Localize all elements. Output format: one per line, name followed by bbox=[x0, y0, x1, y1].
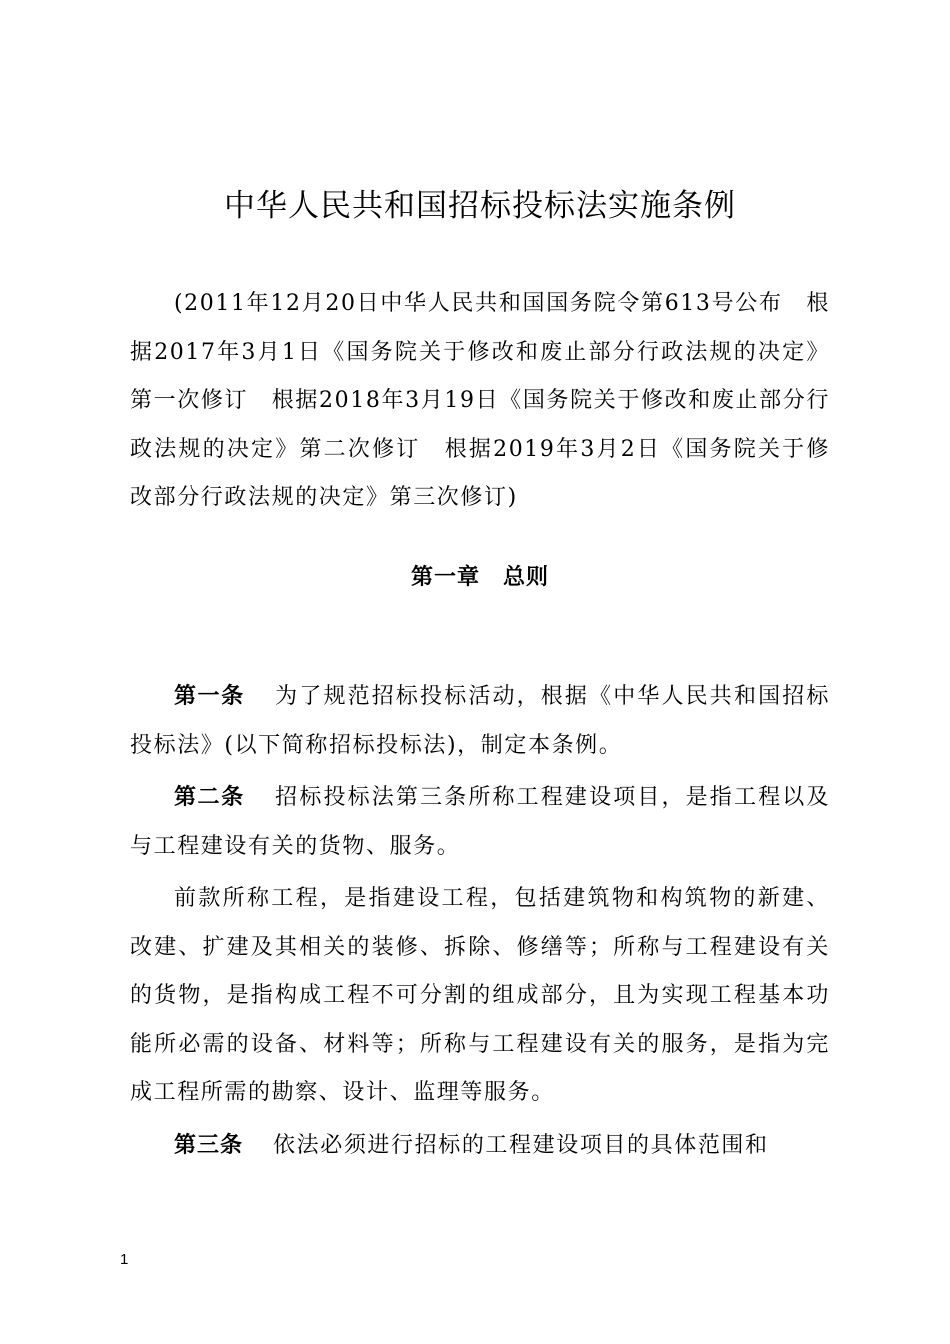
article-label: 第二条 bbox=[174, 785, 245, 810]
article-label: 第三条 bbox=[174, 1132, 244, 1158]
page-number: 1 bbox=[120, 1251, 129, 1268]
document-title: 中华人民共和国招标投标法实施条例 bbox=[224, 188, 736, 224]
article-paragraph bbox=[130, 875, 830, 1118]
revision-history-text: (2011年12月20日中华人民共和国国务院令第613号公布 根据2017年3月1日《国务院关于修改和废止部分行政法规的决定》第一次修订 根据2018年3月19日《国务院关于修改和废止部分行政法规的决定》第二次修订 根据2019年3月2日《国务院关于修改部分行政法规的决定》第三次修订) bbox=[130, 291, 830, 510]
revision-history bbox=[130, 280, 830, 523]
article-label: 第一条 bbox=[174, 684, 245, 709]
article-text: 招标投标法第三条所称工程建设项目，是指工程以及与工程建设有关的货物、服务。 bbox=[130, 785, 830, 859]
article-paragraph bbox=[130, 1122, 830, 1171]
article-paragraph bbox=[130, 673, 830, 770]
article-list bbox=[130, 673, 830, 1174]
chapter-heading: 第一章 总则 bbox=[410, 565, 549, 590]
article-paragraph bbox=[130, 774, 830, 871]
article-text: 前款所称工程，是指建设工程，包括建筑物和构筑物的新建、改建、扩建及其相关的装修、拆除、修缮等；所称与工程建设有关的货物，是指构成工程不可分割的组成部分，且为实现工程基本功能所必需的设备、材料等；所称与工程建设有关的服务，是指为完成工程所需的勘察、设计、监理等服务。 bbox=[130, 886, 830, 1105]
article-text: 依法必须进行招标的工程建设项目的具体范围和 bbox=[273, 1132, 769, 1158]
article-text: 为了规范招标投标活动，根据《中华人民共和国招标投标法》(以下简称招标投标法)，制定本条例。 bbox=[130, 684, 830, 758]
